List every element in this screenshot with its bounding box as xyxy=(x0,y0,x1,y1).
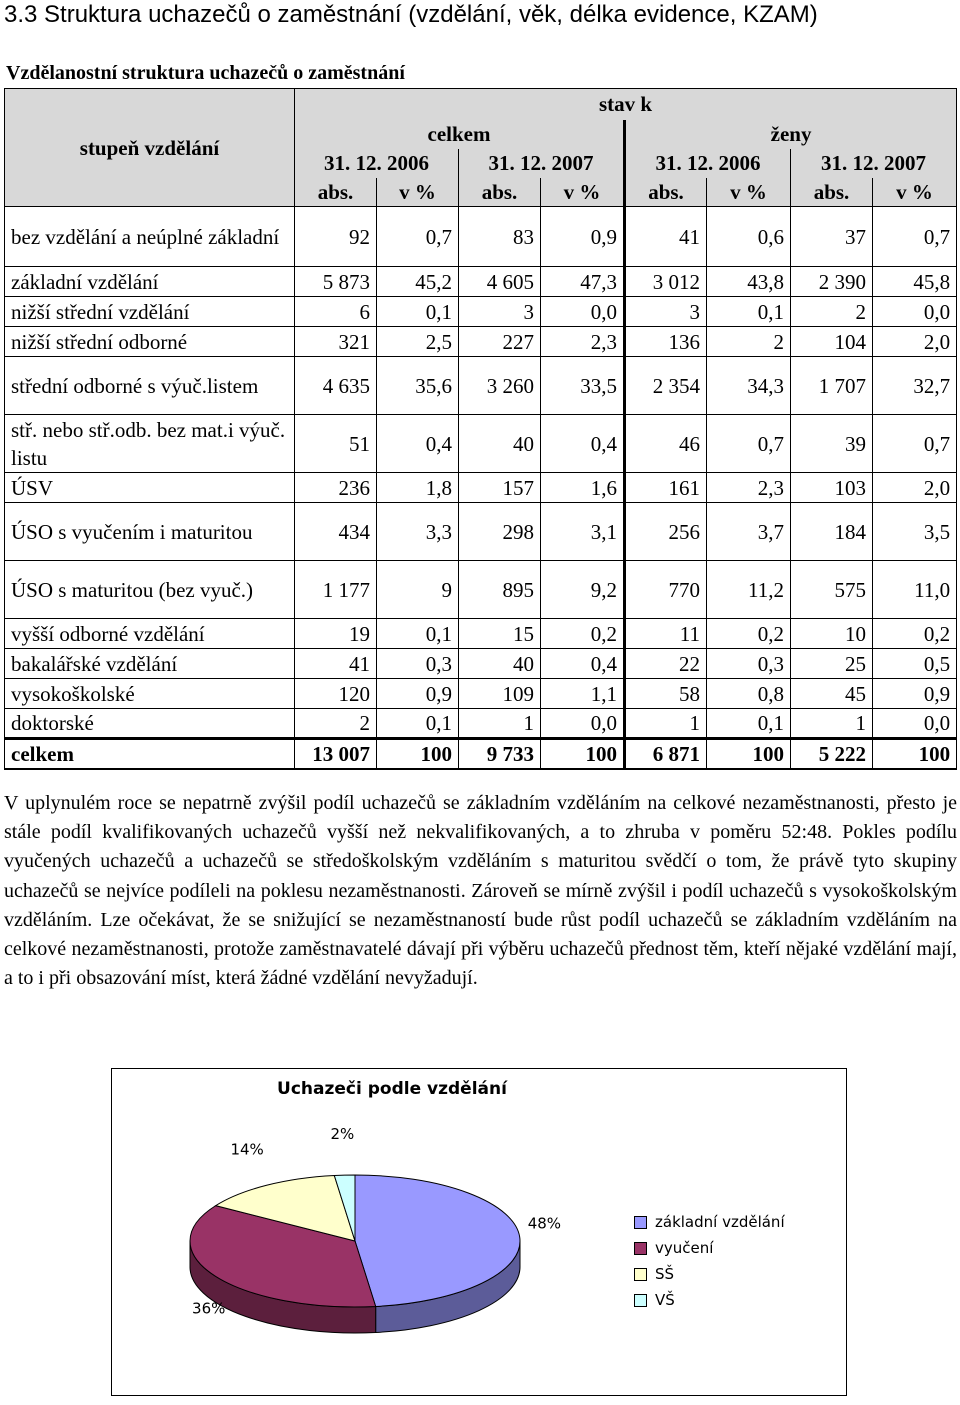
table-cell: 109 xyxy=(459,679,541,709)
table-cell: 2 354 xyxy=(625,357,707,415)
table-cell: 100 xyxy=(541,739,625,770)
table-cell: 0,1 xyxy=(377,297,459,327)
table-cell: 2,0 xyxy=(873,473,957,503)
row-label: základní vzdělání xyxy=(5,267,295,297)
table-cell: 22 xyxy=(625,649,707,679)
table-cell: 35,6 xyxy=(377,357,459,415)
table-cell: 1 xyxy=(459,709,541,739)
commentary-paragraph: V uplynulém roce se nepatrně zvýšil podíl uchazečů se základním vzděláním na celkové nezaměstnanosti, přesto je stále podíl kvalifikovaných uchazečů vyšší než nekvalifikovaných, a to zhruba v poměru 52:48. Pokles podílu vyučených uchazečů a uchazečů se středoškolským vzděláním s maturitou svědčí o tom, že právě tyto skupiny uchazečů se nejvíce podíleli na poklesu nezaměstnanosti. Zároveň se mírně zvýšil i podíl uchazečů s vysokoškolským vzděláním. Lze očekávat, že se snižující se nezaměstnaností bude růst podíl uchazečů se základním vzděláním na celkové nezaměstnanosti, protože zaměstnavatelé dávají při výběru uchazečů přednost těm, kteří nějaké vzdělání mají, a to i při obsazování míst, která žádné vzdělání nevyžadují. xyxy=(4,792,957,990)
table-cell: 34,3 xyxy=(707,357,791,415)
row-label: nižší střední vzdělání xyxy=(5,297,295,327)
table-cell: 0,0 xyxy=(873,297,957,327)
table-cell: 1 707 xyxy=(791,357,873,415)
row-label: celkem xyxy=(5,739,295,770)
header-subcol: abs. xyxy=(459,178,541,207)
table-cell: 0,6 xyxy=(707,207,791,267)
table-row xyxy=(5,357,957,415)
table-cell: 0,2 xyxy=(707,619,791,649)
table-cell: 120 xyxy=(295,679,377,709)
table-row xyxy=(5,619,957,649)
table-row xyxy=(5,649,957,679)
legend-label: SŠ xyxy=(655,1265,675,1283)
table-cell: 2 xyxy=(707,327,791,357)
legend-item xyxy=(634,1209,785,1235)
legend-label: VŠ xyxy=(655,1291,675,1309)
table-cell: 321 xyxy=(295,327,377,357)
header-subcol: abs. xyxy=(625,178,707,207)
table-cell: 0,2 xyxy=(873,619,957,649)
header-subcol: v % xyxy=(707,178,791,207)
legend-swatch xyxy=(634,1268,647,1281)
table-cell: 11,0 xyxy=(873,561,957,619)
table-cell: 100 xyxy=(377,739,459,770)
table-cell: 3,7 xyxy=(707,503,791,561)
table-cell: 136 xyxy=(625,327,707,357)
table-cell: 227 xyxy=(459,327,541,357)
table-cell: 3,5 xyxy=(873,503,957,561)
table-cell: 0,9 xyxy=(873,679,957,709)
header-group-celkem: celkem xyxy=(295,120,625,149)
table-cell: 1 xyxy=(791,709,873,739)
table-cell: 0,0 xyxy=(541,297,625,327)
table-cell: 0,4 xyxy=(541,415,625,473)
table-cell: 41 xyxy=(625,207,707,267)
table-cell: 256 xyxy=(625,503,707,561)
table-cell: 41 xyxy=(295,649,377,679)
legend-swatch xyxy=(634,1242,647,1255)
table-cell: 2,3 xyxy=(541,327,625,357)
table-cell: 4 635 xyxy=(295,357,377,415)
row-label: ÚSO s maturitou (bez vyuč.) xyxy=(5,561,295,619)
table-cell: 0,7 xyxy=(873,415,957,473)
header-subcol: abs. xyxy=(791,178,873,207)
table-cell: 575 xyxy=(791,561,873,619)
table-cell: 0,3 xyxy=(707,649,791,679)
table-cell: 161 xyxy=(625,473,707,503)
table-row xyxy=(5,679,957,709)
education-structure-table xyxy=(4,88,957,770)
table-cell: 40 xyxy=(459,415,541,473)
header-date: 31. 12. 2006 xyxy=(295,149,459,178)
table-cell: 13 007 xyxy=(295,739,377,770)
table-cell: 184 xyxy=(791,503,873,561)
table-cell: 5 873 xyxy=(295,267,377,297)
table-row xyxy=(5,297,957,327)
legend-item xyxy=(634,1287,785,1313)
header-date: 31. 12. 2006 xyxy=(625,149,791,178)
table-cell: 0,7 xyxy=(707,415,791,473)
table-cell: 2 xyxy=(295,709,377,739)
table-cell: 0,2 xyxy=(541,619,625,649)
row-label: vyšší odborné vzdělání xyxy=(5,619,295,649)
pie-chart xyxy=(111,1068,847,1396)
table-row xyxy=(5,503,957,561)
table-cell: 3,3 xyxy=(377,503,459,561)
table-cell: 32,7 xyxy=(873,357,957,415)
table-cell: 0,1 xyxy=(707,709,791,739)
pie-data-label: 14% xyxy=(230,1140,264,1159)
table-cell: 46 xyxy=(625,415,707,473)
table-cell: 1,1 xyxy=(541,679,625,709)
table-cell: 45,8 xyxy=(873,267,957,297)
row-label: doktorské xyxy=(5,709,295,739)
table-cell: 0,0 xyxy=(541,709,625,739)
table-cell: 100 xyxy=(707,739,791,770)
table-row xyxy=(5,327,957,357)
header-subcol: v % xyxy=(873,178,957,207)
table-cell: 236 xyxy=(295,473,377,503)
pie-data-label: 48% xyxy=(527,1214,562,1233)
pie-data-label: 36% xyxy=(192,1299,226,1318)
table-row xyxy=(5,207,957,267)
row-label: bez vzdělání a neúplné základní xyxy=(5,207,295,267)
table-cell: 25 xyxy=(791,649,873,679)
header-education-level: stupeň vzdělání xyxy=(5,89,295,207)
table-row xyxy=(5,267,957,297)
table-cell: 0,0 xyxy=(873,709,957,739)
section-heading: 3.3 Struktura uchazečů o zaměstnání (vzdělání, věk, délka evidence, KZAM) xyxy=(4,1,818,28)
table-cell: 1,8 xyxy=(377,473,459,503)
header-date: 31. 12. 2007 xyxy=(791,149,957,178)
legend-label: základní vzdělání xyxy=(655,1213,785,1231)
table-cell: 15 xyxy=(459,619,541,649)
header-subcol: v % xyxy=(377,178,459,207)
table-cell: 9 xyxy=(377,561,459,619)
table-cell: 45 xyxy=(791,679,873,709)
table-cell: 0,4 xyxy=(541,649,625,679)
legend-label: vyučení xyxy=(655,1239,714,1257)
table-cell: 3 260 xyxy=(459,357,541,415)
table-cell: 0,9 xyxy=(377,679,459,709)
table-cell: 2,0 xyxy=(873,327,957,357)
header-date: 31. 12. 2007 xyxy=(459,149,625,178)
table-cell: 103 xyxy=(791,473,873,503)
table-cell: 2 xyxy=(791,297,873,327)
row-label: vysokoškolské xyxy=(5,679,295,709)
table-row xyxy=(5,473,957,503)
table-cell: 0,7 xyxy=(873,207,957,267)
table-cell: 58 xyxy=(625,679,707,709)
row-label: střední odborné s výuč.listem xyxy=(5,357,295,415)
table-cell: 0,1 xyxy=(707,297,791,327)
row-label: stř. nebo stř.odb. bez mat.i výuč. listu xyxy=(5,415,295,473)
table-cell: 0,3 xyxy=(377,649,459,679)
table-cell: 47,3 xyxy=(541,267,625,297)
table-cell: 2,3 xyxy=(707,473,791,503)
table-cell: 2,5 xyxy=(377,327,459,357)
table-cell: 100 xyxy=(873,739,957,770)
table-cell: 11,2 xyxy=(707,561,791,619)
table-cell: 10 xyxy=(791,619,873,649)
table-cell: 0,8 xyxy=(707,679,791,709)
table-cell: 895 xyxy=(459,561,541,619)
table-cell: 37 xyxy=(791,207,873,267)
table-cell: 1 xyxy=(625,709,707,739)
table-cell: 51 xyxy=(295,415,377,473)
table-cell: 4 605 xyxy=(459,267,541,297)
table-cell: 3 012 xyxy=(625,267,707,297)
table-cell: 3,1 xyxy=(541,503,625,561)
table-cell: 0,1 xyxy=(377,619,459,649)
table-cell: 770 xyxy=(625,561,707,619)
table-cell: 9,2 xyxy=(541,561,625,619)
table-row xyxy=(5,415,957,473)
table-cell: 19 xyxy=(295,619,377,649)
legend-item xyxy=(634,1235,785,1261)
table-cell: 11 xyxy=(625,619,707,649)
table-total-row xyxy=(5,739,957,770)
table-cell: 45,2 xyxy=(377,267,459,297)
legend-item xyxy=(634,1261,785,1287)
table-row xyxy=(5,561,957,619)
table-cell: 43,8 xyxy=(707,267,791,297)
table-cell: 5 222 xyxy=(791,739,873,770)
header-stav-k: stav k xyxy=(295,89,957,120)
table-cell: 0,4 xyxy=(377,415,459,473)
table-cell: 33,5 xyxy=(541,357,625,415)
legend-swatch xyxy=(634,1216,647,1229)
pie-data-label: 2% xyxy=(330,1124,355,1143)
table-cell: 1 177 xyxy=(295,561,377,619)
header-subcol: v % xyxy=(541,178,625,207)
table-cell: 298 xyxy=(459,503,541,561)
table-cell: 3 xyxy=(459,297,541,327)
table-cell: 434 xyxy=(295,503,377,561)
table-cell: 40 xyxy=(459,649,541,679)
chart-title: Uchazeči podle vzdělání xyxy=(277,1079,507,1099)
table-cell: 0,1 xyxy=(377,709,459,739)
table-cell: 6 xyxy=(295,297,377,327)
row-label: ÚSV xyxy=(5,473,295,503)
table-cell: 92 xyxy=(295,207,377,267)
row-label: ÚSO s vyučením i maturitou xyxy=(5,503,295,561)
table-cell: 9 733 xyxy=(459,739,541,770)
table-cell: 157 xyxy=(459,473,541,503)
table-title: Vzdělanostní struktura uchazečů o zaměstnání xyxy=(6,62,405,84)
header-group-zeny: ženy xyxy=(625,120,957,149)
legend-swatch xyxy=(634,1294,647,1307)
header-subcol: abs. xyxy=(295,178,377,207)
table-cell: 39 xyxy=(791,415,873,473)
chart-legend xyxy=(634,1209,785,1313)
table-cell: 6 871 xyxy=(625,739,707,770)
table-cell: 0,5 xyxy=(873,649,957,679)
table-cell: 1,6 xyxy=(541,473,625,503)
table-cell: 0,7 xyxy=(377,207,459,267)
table-cell: 0,9 xyxy=(541,207,625,267)
table-cell: 2 390 xyxy=(791,267,873,297)
table-row xyxy=(5,709,957,739)
table-cell: 104 xyxy=(791,327,873,357)
table-cell: 3 xyxy=(625,297,707,327)
table-cell: 83 xyxy=(459,207,541,267)
row-label: bakalářské vzdělání xyxy=(5,649,295,679)
row-label: nižší střední odborné xyxy=(5,327,295,357)
